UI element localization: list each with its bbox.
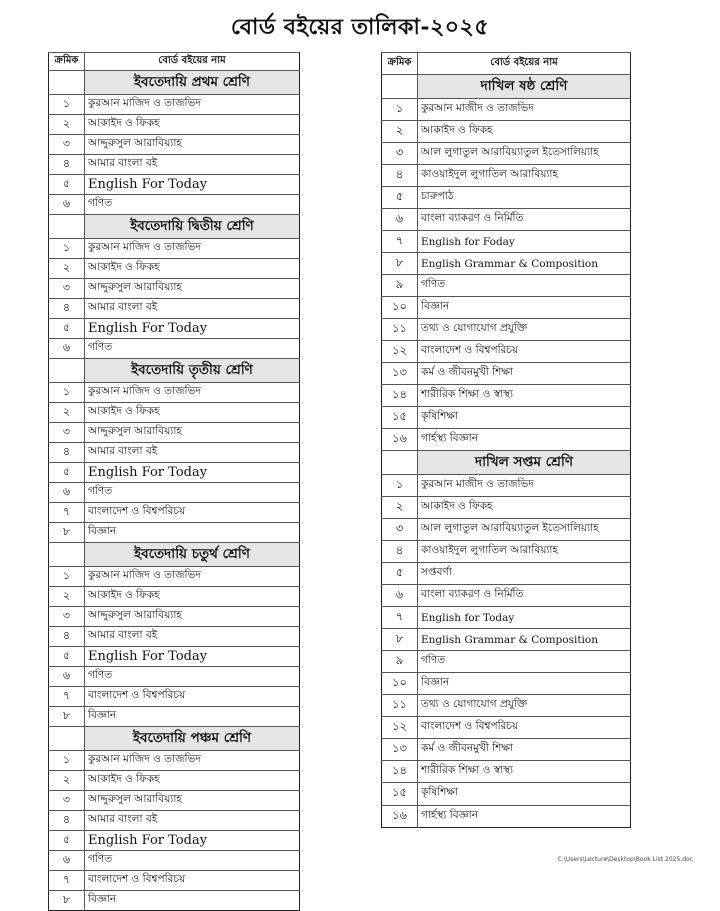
book-row [382,717,631,739]
book-name: আল লুগাতুল আরাবিয়্যাতুল ইতেসালিয়্যাহ [418,143,631,165]
book-serial: ৩ [49,135,85,155]
book-serial: ৬ [49,339,85,359]
book-name: বিজ্ঞান [418,297,631,319]
book-row [49,607,300,627]
book-serial: ৮ [49,707,85,727]
book-name: English for Today [418,607,631,629]
book-serial: ৬ [382,209,418,231]
book-name: কুরআন মাজিদ ও তাজভিদ [85,567,300,587]
class-heading: ইবতেদায়ি তৃতীয় শ্রেণি [85,359,300,383]
book-name: আদ্দুরুসুল আরাবিয়্যাহ [85,607,300,627]
book-row [49,627,300,647]
book-name: কুরআন মাজীদ ও তাজভিদ [418,99,631,121]
book-row [382,209,631,231]
book-name: তথ্য ও যোগাযোগ প্রযুক্তি [418,695,631,717]
book-serial: ১ [49,239,85,259]
book-serial: ৪ [49,155,85,175]
book-row [382,341,631,363]
class-heading: ইবতেদায়ি প্রথম শ্রেণি [85,71,300,95]
book-row [49,851,300,871]
book-name: গণিত [85,339,300,359]
book-row [382,121,631,143]
book-serial: ৩ [49,279,85,299]
book-name: English Grammar & Composition [418,253,631,275]
book-serial: ৪ [49,443,85,463]
book-name: গণিত [85,667,300,687]
book-row [49,523,300,543]
book-serial: ৬ [49,483,85,503]
book-row [49,687,300,707]
book-row [49,443,300,463]
book-name-column-header: বোর্ড বইয়ের নাম [85,53,300,71]
book-row [49,423,300,443]
book-row [49,891,300,911]
book-serial: ৩ [49,791,85,811]
serial-blank-cell [49,543,85,567]
book-serial: ৭ [49,687,85,707]
book-name: English Grammar & Composition [418,629,631,651]
book-serial: ৬ [49,195,85,215]
book-serial: ৭ [49,871,85,891]
book-row [382,363,631,385]
book-serial: ১ [49,567,85,587]
book-name: সপ্তবর্ণা [418,563,631,585]
book-name: আকাইদ ও ফিকহ [85,259,300,279]
book-row [382,143,631,165]
book-serial: ১১ [382,319,418,341]
book-name: বাংলাদেশ ও বিশ্বপরিচয় [85,871,300,891]
book-serial: ১৬ [382,429,418,451]
book-row [382,519,631,541]
book-name: গণিত [418,275,631,297]
class-heading-row [382,451,631,475]
book-row [49,299,300,319]
class-heading: দাখিল ষষ্ঠ শ্রেণি [418,75,631,99]
book-serial: ৭ [382,607,418,629]
book-name: বিজ্ঞান [418,673,631,695]
book-row [382,429,631,451]
book-row [49,667,300,687]
book-serial: ১০ [382,673,418,695]
book-row [49,483,300,503]
book-row [49,175,300,195]
book-name: তথ্য ও যোগাযোগ প্রযুক্তি [418,319,631,341]
page-title: বোর্ড বইয়ের তালিকা-২০২৫ [230,14,490,40]
class-heading-row [382,75,631,99]
book-serial: ১ [382,475,418,497]
book-row [49,195,300,215]
book-row [382,297,631,319]
book-serial: ৮ [382,253,418,275]
book-name: শারীরিক শিক্ষা ও স্বাস্থ্য [418,761,631,783]
serial-column-header: ক্রমিক [382,53,418,75]
book-name: বাংলাদেশ ও বিশ্বপরিচয় [418,341,631,363]
book-serial: ১২ [382,341,418,363]
book-name: বাংলাদেশ ও বিশ্বপরিচয় [85,503,300,523]
book-name: English For Today [85,647,300,667]
book-name: গণিত [85,851,300,871]
book-row [49,383,300,403]
book-name: চারুপাঠ [418,187,631,209]
book-name: বাংলাদেশ ও বিশ্বপরিচয় [85,687,300,707]
book-name: গণিত [418,651,631,673]
book-serial: ৮ [49,891,85,911]
book-row [49,239,300,259]
book-row [49,647,300,667]
book-name: English For Today [85,319,300,339]
book-serial: ৯ [382,651,418,673]
book-row [382,497,631,519]
class-heading-row [49,543,300,567]
book-name: কুরআন মাজীদ ও তাজভিদ [418,475,631,497]
book-serial: ৪ [382,541,418,563]
book-row [49,403,300,423]
book-row [382,231,631,253]
book-serial: ৪ [49,627,85,647]
class-heading: দাখিল সপ্তম শ্রেণি [418,451,631,475]
book-serial: ১ [382,99,418,121]
book-row [49,871,300,891]
book-name: কর্ম ও জীবনমুখী শিক্ষা [418,363,631,385]
book-name: বিজ্ঞান [85,523,300,543]
class-heading-row [49,215,300,239]
book-serial: ১৫ [382,783,418,805]
column-header-row [49,53,300,71]
book-row [382,673,631,695]
book-name: আকাইদ ও ফিকহ [418,121,631,143]
book-row [382,805,631,827]
book-serial: ১৬ [382,805,418,827]
book-serial: ৬ [49,667,85,687]
book-name: গার্হস্থ্য বিজ্ঞান [418,429,631,451]
book-name-column-header: বোর্ড বইয়ের নাম [418,53,631,75]
book-row [382,187,631,209]
book-serial: ২ [49,115,85,135]
book-name: আদ্দুরুসুল আরাবিয়্যাহ [85,135,300,155]
book-name: কৃষিশিক্ষা [418,407,631,429]
book-serial: ৩ [49,607,85,627]
book-serial: ৮ [382,629,418,651]
book-row [49,587,300,607]
book-name: কুরআন মাজিদ ও তাজভিদ [85,239,300,259]
book-row [49,707,300,727]
book-serial: ৩ [382,143,418,165]
book-row [382,695,631,717]
serial-blank-cell [49,215,85,239]
book-serial: ২ [382,121,418,143]
book-name: আল লুগাতুল আরাবিয়্যাতুল ইতেসালিয়্যাহ [418,519,631,541]
book-row [382,563,631,585]
book-serial: ১৩ [382,363,418,385]
book-name: আমার বাংলা বই [85,299,300,319]
book-serial: ১৫ [382,407,418,429]
book-row [49,95,300,115]
book-name: কাওয়াইদুল লুগাতিল আরাবিয়্যাহ [418,541,631,563]
book-row [382,165,631,187]
book-name: আকাইদ ও ফিকহ [418,497,631,519]
book-serial: ৫ [49,831,85,851]
book-row [382,541,631,563]
book-name: কর্ম ও জীবনমুখী শিক্ষা [418,739,631,761]
book-row [49,319,300,339]
book-row [49,279,300,299]
book-serial: ৭ [382,231,418,253]
class-heading: ইবতেদায়ি পঞ্চম শ্রেণি [85,727,300,751]
book-serial: ৫ [49,175,85,195]
book-serial: ১ [49,383,85,403]
book-row [49,811,300,831]
serial-blank-cell [49,359,85,383]
serial-blank-cell [382,75,418,99]
book-name: আমার বাংলা বই [85,443,300,463]
book-name: English For Today [85,831,300,851]
book-row [382,385,631,407]
book-name: কৃষিশিক্ষা [418,783,631,805]
class-heading: ইবতেদায়ি দ্বিতীয় শ্রেণি [85,215,300,239]
book-name: কুরআন মাজিদ ও তাজভিদ [85,751,300,771]
book-serial: ৪ [382,165,418,187]
book-name: কাওয়াইদুল লুগাতিল আরাবিয়্যাহ [418,165,631,187]
book-row [382,275,631,297]
dakhil-book-table [381,52,631,828]
serial-column-header: ক্রমিক [49,53,85,71]
book-row [49,831,300,851]
book-serial: ১৪ [382,385,418,407]
book-name: বাংলাদেশ ও বিশ্বপরিচয় [418,717,631,739]
book-name: বাংলা ব্যাকরণ ও নির্মিতি [418,585,631,607]
book-name: বিজ্ঞান [85,891,300,911]
book-serial: ৫ [382,563,418,585]
book-serial: ৫ [49,647,85,667]
book-serial: ১ [49,95,85,115]
book-name: English for Foday [418,231,631,253]
book-name: আদ্দুরুসুল আরাবিয়্যাহ [85,279,300,299]
book-name: গার্হস্থ্য বিজ্ঞান [418,805,631,827]
book-row [49,339,300,359]
book-name: আকাইদ ও ফিকহ [85,115,300,135]
book-row [49,771,300,791]
book-name: বাংলা ব্যাকরণ ও নির্মিতি [418,209,631,231]
book-row [49,567,300,587]
book-row [49,259,300,279]
book-serial: ৪ [49,299,85,319]
book-row [382,783,631,805]
column-header-row [382,53,631,75]
book-name: গণিত [85,483,300,503]
book-row [49,791,300,811]
book-row [382,651,631,673]
book-name: আমার বাংলা বই [85,811,300,831]
book-serial: ১২ [382,717,418,739]
ebtedayi-book-table [48,52,300,911]
serial-blank-cell [49,727,85,751]
book-name: আকাইদ ও ফিকহ [85,403,300,423]
book-serial: ২ [49,771,85,791]
book-serial: ৬ [49,851,85,871]
file-path-footer: C:\Users\Lecture\Desktop\Book List 2025.doc [557,856,693,863]
book-serial: ১০ [382,297,418,319]
book-serial: ৫ [49,463,85,483]
book-serial: ৭ [49,503,85,523]
book-name: English For Today [85,175,300,195]
book-serial: ৬ [382,585,418,607]
book-serial: ১১ [382,695,418,717]
book-row [382,253,631,275]
book-name: আমার বাংলা বই [85,155,300,175]
book-serial: ৩ [382,519,418,541]
book-serial: ১৩ [382,739,418,761]
book-name: বিজ্ঞান [85,707,300,727]
book-row [49,135,300,155]
book-serial: ৯ [382,275,418,297]
book-row [49,751,300,771]
book-name: কুরআন মাজিদ ও তাজভিদ [85,95,300,115]
book-name: আকাইদ ও ফিকহ [85,587,300,607]
book-row [382,629,631,651]
book-row [382,99,631,121]
book-name: কুরআন মাজিদ ও তাজভিদ [85,383,300,403]
book-row [382,585,631,607]
book-row [382,319,631,341]
book-name: আকাইদ ও ফিকহ [85,771,300,791]
book-row [382,475,631,497]
class-heading: ইবতেদায়ি চতুর্থ শ্রেণি [85,543,300,567]
book-serial: ২ [382,497,418,519]
book-serial: ৪ [49,811,85,831]
book-row [49,503,300,523]
book-row [382,407,631,429]
book-row [382,739,631,761]
class-heading-row [49,727,300,751]
book-name: আমার বাংলা বই [85,627,300,647]
book-name: English For Today [85,463,300,483]
book-row [49,463,300,483]
book-name: আদ্দুরুসুল আরাবিয়্যাহ [85,423,300,443]
book-serial: ৩ [49,423,85,443]
book-serial: ২ [49,403,85,423]
book-row [382,607,631,629]
book-serial: ১৪ [382,761,418,783]
book-name: শারীরিক শিক্ষা ও স্বাস্থ্য [418,385,631,407]
book-name: গণিত [85,195,300,215]
book-row [49,155,300,175]
book-name: আদ্দুরুসুল আরাবিয়্যাহ [85,791,300,811]
book-serial: ৫ [49,319,85,339]
book-row [49,115,300,135]
class-heading-row [49,71,300,95]
book-row [382,761,631,783]
book-serial: ২ [49,259,85,279]
book-serial: ৮ [49,523,85,543]
class-heading-row [49,359,300,383]
serial-blank-cell [382,451,418,475]
book-serial: ৫ [382,187,418,209]
serial-blank-cell [49,71,85,95]
book-serial: ২ [49,587,85,607]
book-serial: ১ [49,751,85,771]
